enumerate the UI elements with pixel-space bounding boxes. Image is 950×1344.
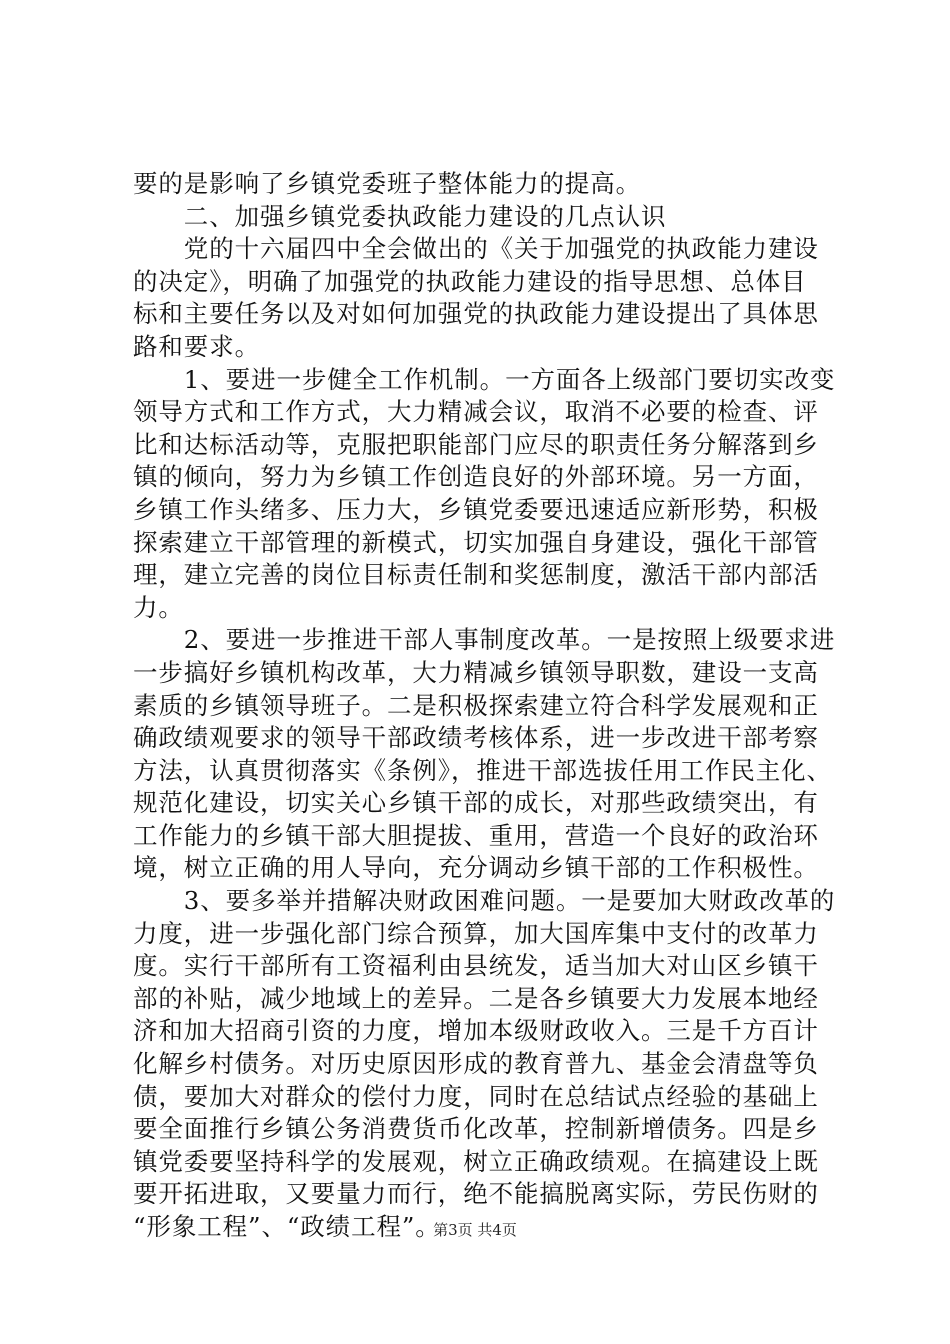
page-footer: 第3页 共4页 — [433, 1221, 517, 1239]
text-line: 境，树立正确的用人导向，充分调动乡镇干部的工作积极性。 — [133, 853, 819, 883]
text-line: 力度，进一步强化部门综合预算，加大国库集中支付的改革力 — [133, 918, 819, 948]
text-line: 镇党委要坚持科学的发展观，树立正确政绩观。在搞建设上既 — [133, 1146, 819, 1176]
text-line: 部的补贴，减少地域上的差异。二是各乡镇要大力发展本地经 — [133, 983, 819, 1013]
text-line: 探索建立干部管理的新模式，切实加强自身建设，强化干部管 — [133, 527, 819, 557]
text-line: 2、要进一步推进干部人事制度改革。一是按照上级要求进 — [133, 625, 836, 655]
text-line: 1、要进一步健全工作机制。一方面各上级部门要切实改变 — [133, 364, 836, 394]
text-line: 乡镇工作头绪多、压力大，乡镇党委要迅速适应新形势，积极 — [133, 494, 819, 524]
text-line: 债，要加大对群众的偿付力度，同时在总结试点经验的基础上 — [133, 1081, 819, 1111]
text-line: 镇的倾向，努力为乡镇工作创造良好的外部环境。另一方面， — [133, 462, 819, 492]
text-line: 3、要多举并措解决财政困难问题。一是要加大财政改革的 — [133, 886, 836, 916]
text-line: 化解乡村债务。对历史原因形成的教育普九、基金会清盘等负 — [133, 1049, 819, 1079]
text-line: 理，建立完善的岗位目标责任制和奖惩制度，激活干部内部活 — [133, 560, 819, 590]
text-line: 力。 — [133, 592, 184, 622]
text-line: 规范化建设，切实关心乡镇干部的成长，对那些政绩突出，有 — [133, 788, 819, 818]
text-line: 路和要求。 — [133, 331, 260, 361]
text-line: 度。实行干部所有工资福利由县统发，适当加大对山区乡镇干 — [133, 951, 819, 981]
text-line: 领导方式和工作方式，大力精减会议，取消不必要的检查、评 — [133, 397, 819, 427]
text-line: 工作能力的乡镇干部大胆提拔、重用，营造一个良好的政治环 — [133, 820, 819, 850]
text-line: 素质的乡镇领导班子。二是积极探索建立符合科学发展观和正 — [133, 690, 819, 720]
text-line: “形象工程”、“政绩工程”。 — [133, 1212, 441, 1241]
text-line: 确政绩观要求的领导干部政绩考核体系，进一步改进干部考察 — [133, 723, 819, 753]
text-line: 标和主要任务以及对如何加强党的执政能力建设提出了具体思 — [133, 299, 819, 329]
text-line: 要全面推行乡镇公务消费货币化改革，控制新增债务。四是乡 — [133, 1114, 819, 1144]
text-line: 二、加强乡镇党委执政能力建设的几点认识 — [133, 201, 667, 231]
text-line: 比和达标活动等，克服把职能部门应尽的职责任务分解落到乡 — [133, 429, 819, 459]
text-line: 方法，认真贯彻落实《条例》，推进干部选拔任用工作民主化、 — [133, 755, 832, 785]
text-line: 党的十六届四中全会做出的《关于加强党的执政能力建设 — [133, 234, 819, 264]
text-line: 要的是影响了乡镇党委班子整体能力的提高。 — [133, 169, 641, 198]
text-line: 一步搞好乡镇机构改革，大力精减乡镇领导职数，建设一支高 — [133, 657, 819, 687]
document-body — [133, 168, 836, 1244]
text-line: 要开拓进取，又要量力而行，绝不能搞脱离实际，劳民伤财的 — [133, 1179, 819, 1209]
text-line: 的决定》，明确了加强党的执政能力建设的指导思想、总体目 — [133, 266, 807, 296]
text-line: 济和加大招商引资的力度，增加本级财政收入。三是千方百计 — [133, 1016, 819, 1046]
